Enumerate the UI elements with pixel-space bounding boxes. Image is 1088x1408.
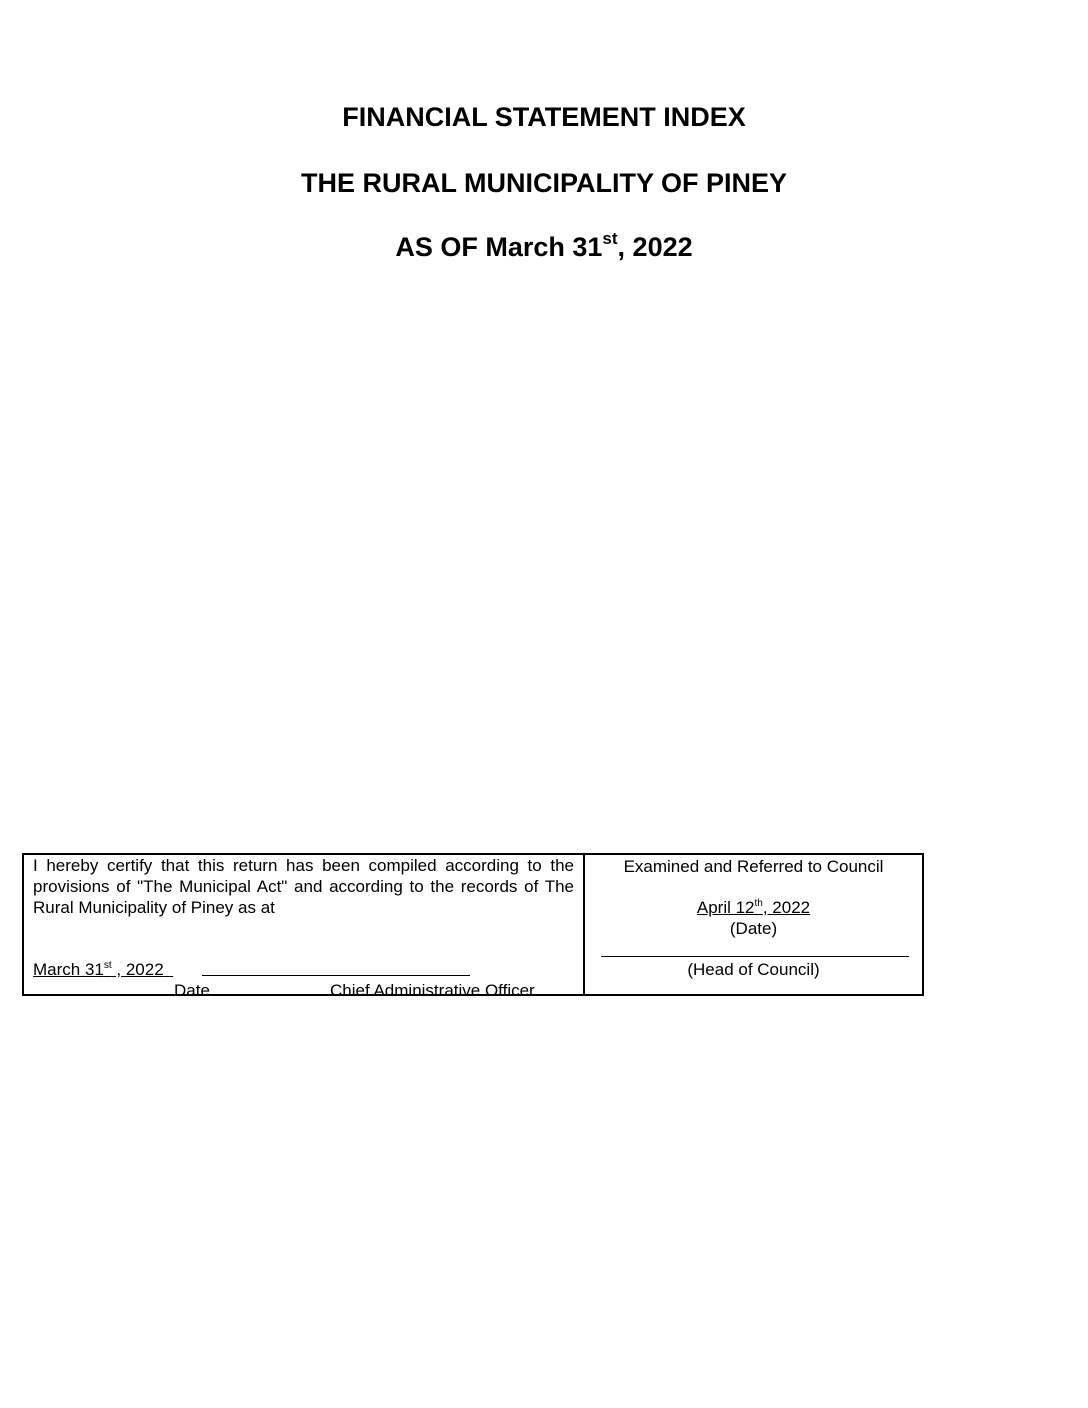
officer-signature-line: [202, 975, 470, 976]
as-of-suffix: , 2022: [617, 232, 693, 262]
certification-box: [22, 853, 924, 1000]
referral-heading: Examined and Referred to Council: [623, 857, 884, 876]
referral-date-label: (Date): [729, 919, 778, 938]
referral-date: [697, 898, 810, 917]
as-of-date-heading: [0, 229, 1088, 263]
certification-statement: I hereby certify that this return has been compiled according to the provisions of "The Municipal Act" and according to the records of The Rural Municipality of Piney as at: [33, 856, 574, 917]
officer-label: Chief Administrative Officer: [330, 981, 535, 1000]
referral-date-ordinal: th: [754, 898, 763, 909]
date-label: Date: [174, 981, 210, 1000]
certification-date-prefix: March 31: [33, 960, 104, 979]
as-of-prefix: AS OF March 31: [395, 232, 603, 262]
head-of-council-signature-line: [601, 956, 909, 957]
referral-date-prefix: April 12: [696, 898, 755, 917]
municipality-name: THE RURAL MUNICIPALITY OF PINEY: [300, 168, 788, 198]
referral-panel: [585, 855, 922, 994]
certification-panel: [24, 855, 585, 1000]
certification-date-suffix: , 2022: [111, 960, 164, 979]
referral-date-suffix: , 2022: [762, 898, 811, 917]
as-of-ordinal: st: [602, 229, 618, 248]
certification-date-ordinal: st: [103, 960, 112, 971]
document-title: FINANCIAL STATEMENT INDEX: [342, 102, 746, 132]
head-of-council-label: (Head of Council): [687, 960, 820, 979]
certification-date: [33, 959, 173, 983]
